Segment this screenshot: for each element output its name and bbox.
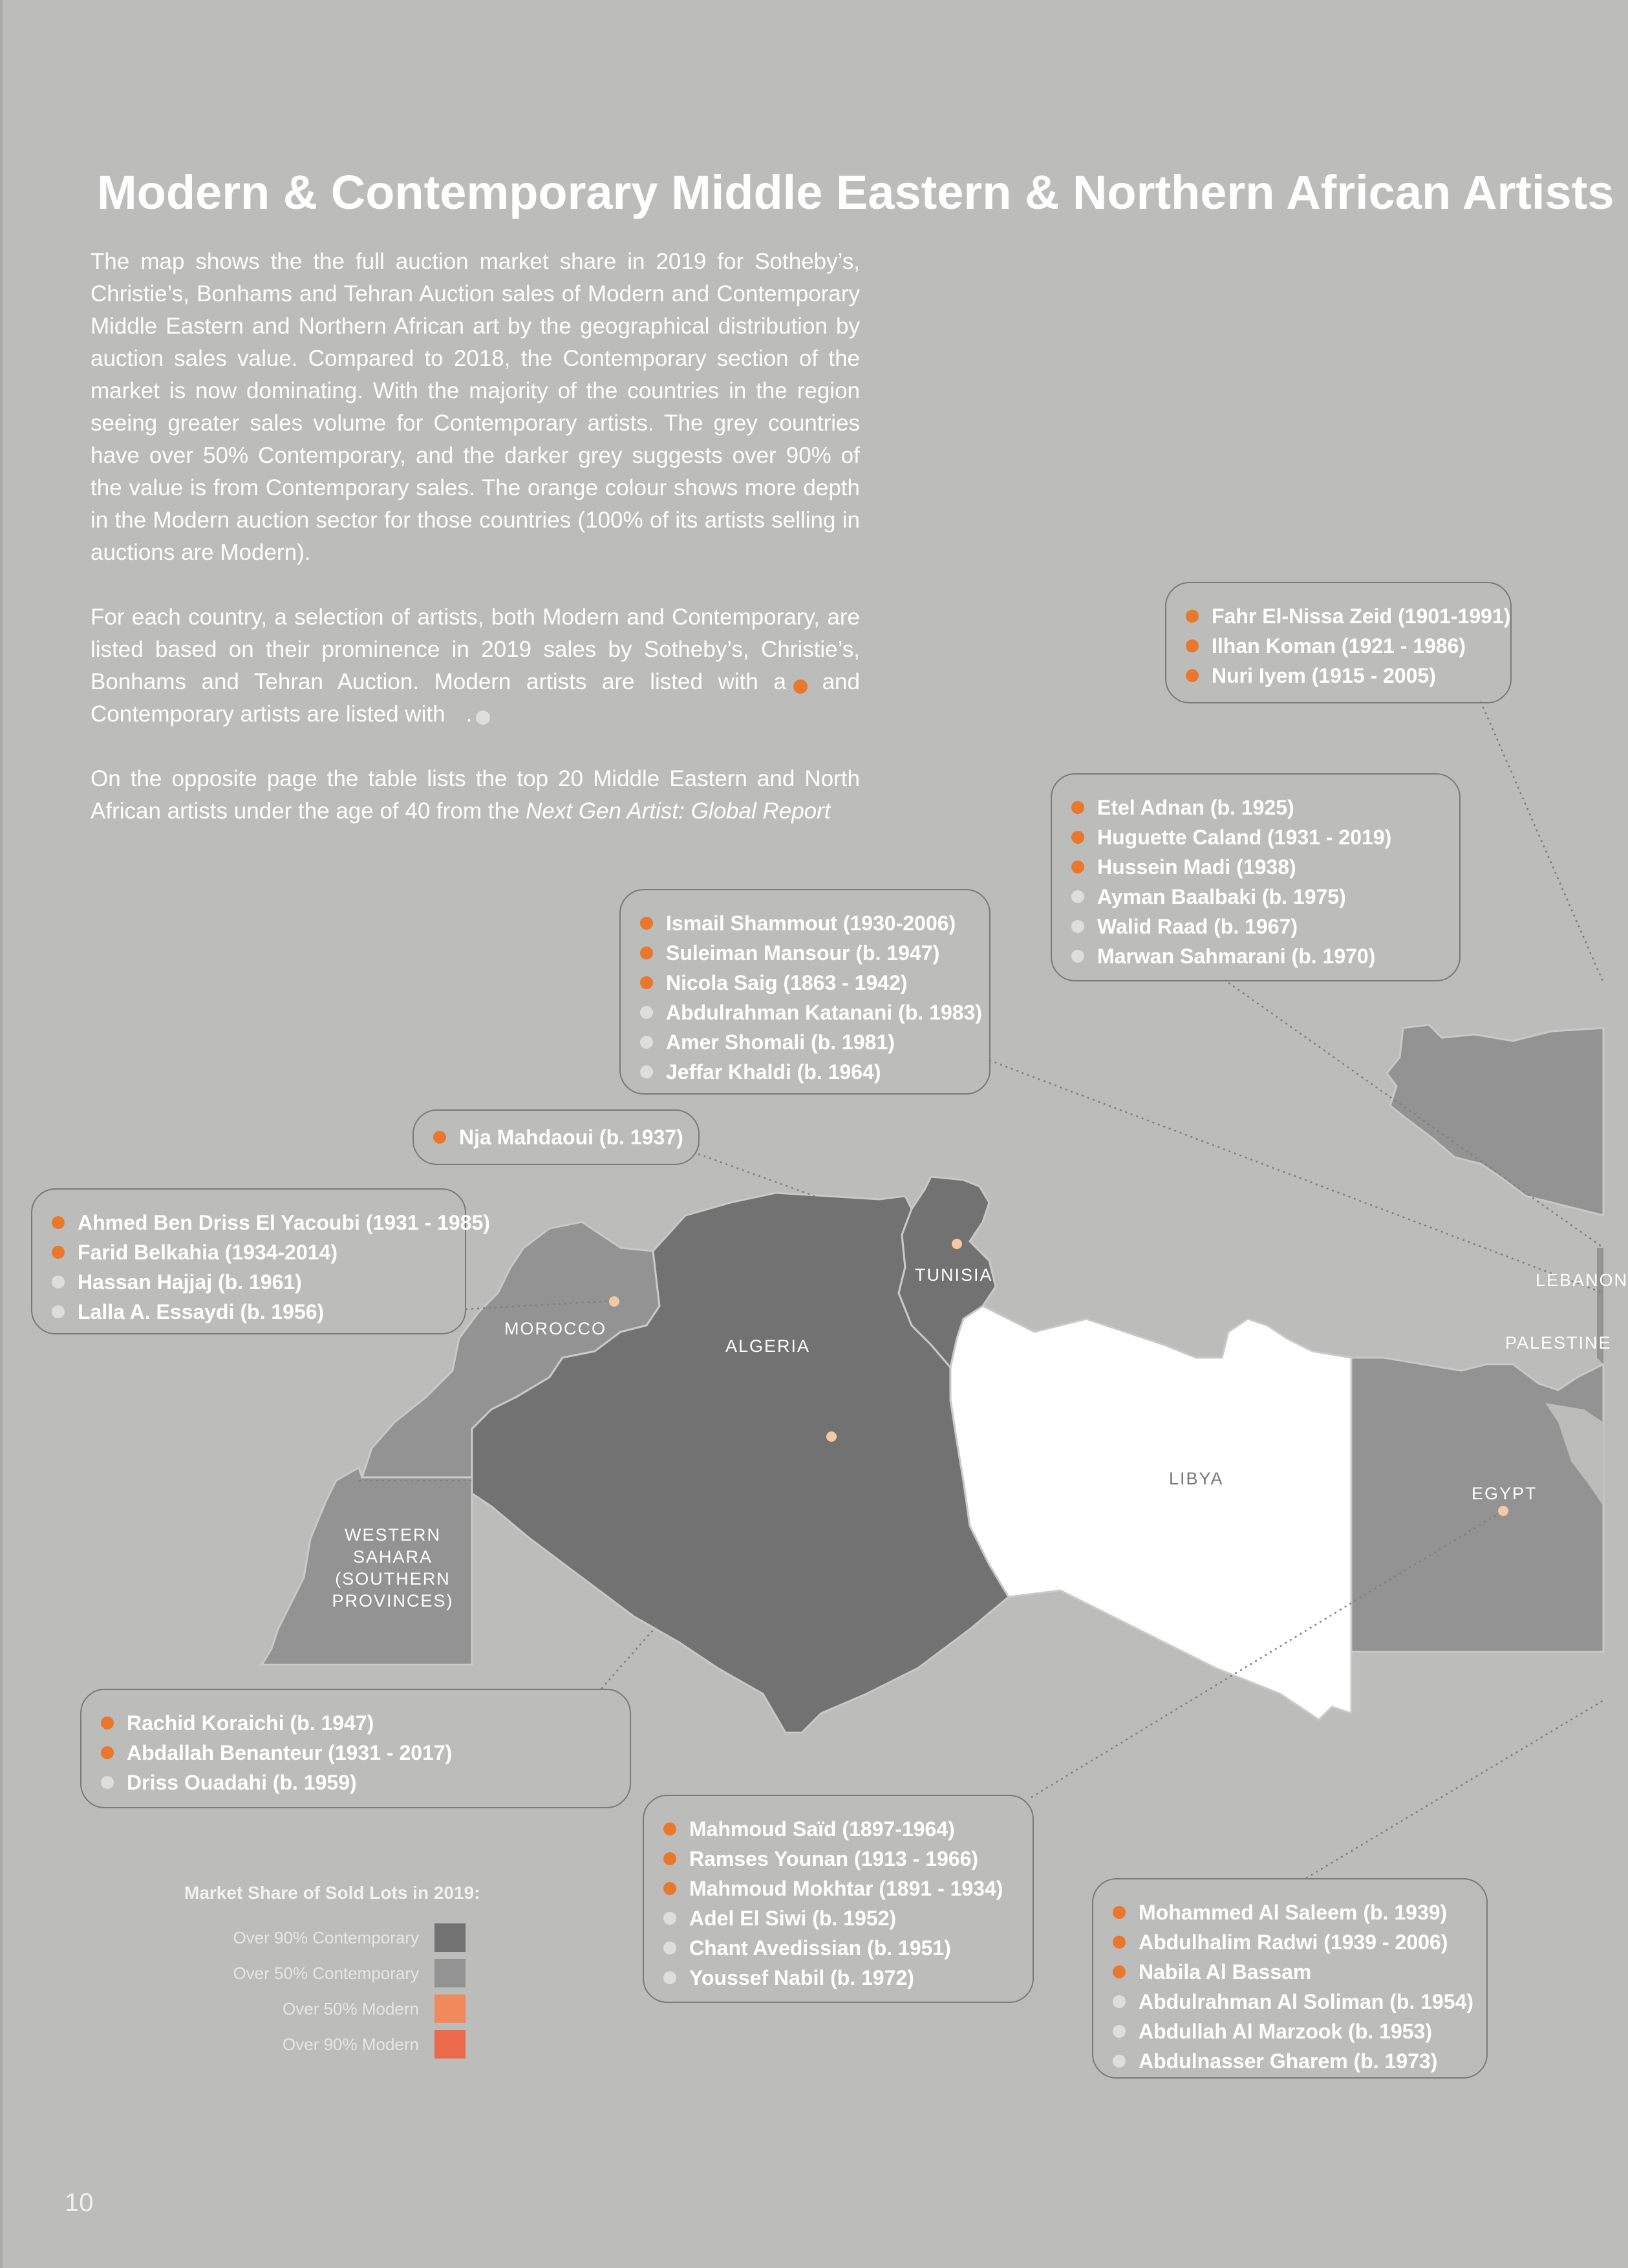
artist-name: Fahr El-Nissa Zeid (1901-1991) — [1212, 604, 1511, 628]
artist-name: Abdulrahman Katanani (b. 1983) — [666, 1001, 982, 1024]
artist-item — [52, 1297, 445, 1327]
artist-name: Hussein Madi (1938) — [1097, 855, 1296, 879]
artist-name: Abdulnasser Gharem (b. 1973) — [1139, 2049, 1438, 2073]
artist-name: Adel El Siwi (b. 1952) — [689, 1907, 897, 1930]
label-tunisia: TUNISIA — [915, 1265, 993, 1285]
legend-title: Market Share of Sold Lots in 2019: — [184, 1883, 480, 1903]
legend-swatch — [434, 1959, 466, 1987]
modern-dot-icon — [663, 1852, 676, 1865]
artist-name: Nja Mahdaoui (b. 1937) — [459, 1126, 683, 1149]
artist-name: Ayman Baalbaki (b. 1975) — [1097, 885, 1346, 908]
contemporary-dot-icon — [640, 1006, 653, 1019]
artist-item — [1186, 631, 1491, 661]
page-title: Modern & Contemporary Middle Eastern & Northern African Artists — [97, 166, 1614, 219]
artist-name: Abdulrahman Al Soliman (b. 1954) — [1139, 1990, 1474, 2013]
modern-dot-icon — [663, 1823, 676, 1835]
label-palestine: PALESTINE — [1505, 1333, 1612, 1353]
artist-item — [1186, 601, 1511, 631]
artist-item — [1113, 1987, 1474, 2017]
artist-item — [640, 1027, 970, 1057]
leader-saudi — [1306, 1700, 1603, 1878]
artist-name: Hassan Hajjaj (b. 1961) — [78, 1270, 302, 1294]
artist-name: Walid Raad (b. 1967) — [1097, 915, 1298, 938]
label-lebanon: LEBANON — [1536, 1270, 1628, 1290]
modern-dot-icon — [52, 1246, 65, 1259]
contemporary-dot-icon — [640, 1065, 653, 1078]
legend-item: Over 90% Contemporary — [194, 1923, 466, 1952]
artist-item — [433, 1122, 683, 1152]
artist-name: Nabila Al Bassam — [1139, 1960, 1312, 1984]
artist-item — [663, 1903, 1013, 1933]
artist-name: Driss Ouadahi (b. 1959) — [127, 1771, 357, 1794]
capital-algeria — [826, 1431, 837, 1442]
artist-item — [52, 1208, 490, 1237]
artist-name: Ramses Younan (1913 - 1966) — [689, 1847, 979, 1870]
artist-name: Mahmoud Saïd (1897-1964) — [689, 1817, 955, 1841]
modern-dot-icon — [1113, 1965, 1126, 1978]
country-libya — [950, 1306, 1351, 1720]
artist-name: Mohammed Al Saleem (b. 1939) — [1139, 1901, 1448, 1924]
artist-name: Jeffar Khaldi (b. 1964) — [666, 1060, 881, 1084]
contemporary-dot-icon — [640, 1036, 653, 1049]
artist-item — [640, 908, 970, 938]
artist-item — [1071, 941, 1440, 971]
artist-item — [663, 1933, 1013, 1963]
modern-dot-icon — [433, 1131, 446, 1144]
artist-box-tunisia — [412, 1109, 700, 1165]
modern-dot-icon — [1186, 639, 1199, 652]
contemporary-dot-icon — [1113, 1995, 1126, 2008]
artist-item — [640, 1057, 970, 1087]
leader-turkey — [1481, 701, 1603, 983]
artist-item — [640, 938, 970, 968]
contemporary-dot-icon — [52, 1276, 65, 1289]
artist-item — [1071, 852, 1440, 882]
contemporary-dot-icon — [1071, 890, 1084, 903]
artist-item — [640, 998, 982, 1027]
modern-dot-icon — [790, 677, 803, 690]
modern-dot-icon — [640, 947, 653, 959]
artist-box-turkey — [1165, 582, 1512, 703]
artist-name: Huguette Caland (1931 - 2019) — [1097, 826, 1392, 849]
artist-name: Amer Shomali (b. 1981) — [666, 1031, 895, 1054]
artist-box-saudi — [1092, 1878, 1488, 2079]
label-algeria: ALGERIA — [725, 1336, 811, 1356]
modern-dot-icon — [101, 1717, 114, 1729]
legend-swatch — [434, 1995, 466, 2023]
modern-dot-icon — [1113, 1906, 1126, 1919]
artist-item — [663, 1963, 1013, 1993]
contemporary-dot-icon — [1113, 2025, 1126, 2038]
artist-item — [101, 1768, 610, 1797]
artist-name: Chant Avedissian (b. 1951) — [689, 1936, 951, 1960]
artist-name: Abdulhalim Radwi (1939 - 2006) — [1139, 1931, 1448, 1954]
artist-name: Marwan Sahmarani (b. 1970) — [1097, 945, 1376, 968]
intro-paragraph-3: On the opposite page the table lists the top 20 Middle Eastern and North African artists under the age of 40 from the Next Gen Artist: Global Report — [91, 766, 860, 824]
artist-item — [1186, 661, 1491, 690]
modern-dot-icon — [640, 917, 653, 930]
label-morocco: MOROCCO — [504, 1319, 606, 1338]
contemporary-dot-icon — [1113, 2055, 1126, 2068]
modern-dot-icon — [1071, 861, 1084, 873]
contemporary-dot-icon — [449, 709, 462, 722]
artist-name: Nicola Saig (1863 - 1942) — [666, 971, 908, 994]
capital-egypt — [1498, 1506, 1508, 1516]
artist-item — [1071, 882, 1440, 912]
intro-paragraph-2: For each country, a selection of artists, both Modern and Contemporary, are listed based on their prominence in 2019 sales by Sotheby’s, Christie’s, Bonhams and Tehran Auction. Modern artists are listed with a and Contemporary artists are listed with . — [91, 604, 860, 727]
legend-swatch — [434, 1923, 466, 1952]
country-turkey — [1387, 1025, 1603, 1215]
artist-item — [1113, 1927, 1467, 1957]
contemporary-dot-icon — [1071, 950, 1084, 963]
label-egypt: EGYPT — [1472, 1484, 1537, 1503]
contemporary-dot-icon — [101, 1776, 114, 1789]
modern-dot-icon — [1071, 801, 1084, 814]
capital-morocco — [609, 1296, 619, 1307]
artist-item — [663, 1844, 1013, 1874]
artist-item — [663, 1814, 1013, 1844]
intro-text — [91, 246, 860, 860]
modern-dot-icon — [101, 1746, 114, 1759]
artist-name: Youssef Nabil (b. 1972) — [689, 1966, 914, 1989]
artist-name: Abdallah Benanteur (1931 - 2017) — [127, 1741, 453, 1764]
capital-tunisia — [952, 1239, 962, 1249]
legend-swatch — [434, 2030, 466, 2059]
modern-dot-icon — [1071, 831, 1084, 844]
contemporary-dot-icon — [663, 1912, 676, 1925]
contemporary-dot-icon — [1071, 920, 1084, 933]
label-western-sahara: WESTERN SAHARA (SOUTHERN PROVINCES) — [332, 1525, 454, 1610]
leader-algeria — [601, 1623, 659, 1689]
artist-item — [663, 1874, 1013, 1903]
modern-dot-icon — [1113, 1936, 1126, 1949]
contemporary-dot-icon — [663, 1971, 676, 1984]
modern-dot-icon — [663, 1882, 676, 1895]
artist-item — [640, 968, 970, 998]
artist-box-palestine — [619, 889, 991, 1095]
artist-name: Ahmed Ben Driss El Yacoubi (1931 - 1985) — [78, 1211, 490, 1234]
artist-name: Etel Adnan (b. 1925) — [1097, 796, 1294, 819]
leader-tunisia — [698, 1154, 815, 1196]
artist-item — [101, 1738, 610, 1768]
artist-name: Abdullah Al Marzook (b. 1953) — [1139, 2020, 1432, 2043]
artist-item — [1113, 1898, 1467, 1927]
label-libya: LIBYA — [1169, 1469, 1224, 1488]
artist-item — [1071, 912, 1440, 941]
modern-dot-icon — [52, 1216, 65, 1229]
modern-dot-icon — [1186, 669, 1199, 682]
artist-item — [101, 1708, 610, 1738]
artist-item — [1071, 822, 1440, 852]
intro-paragraph-1: The map shows the the full auction market share in 2019 for Sotheby’s, Christie’s, Bonhams and Tehran Auction sales of Modern and Contemporary Middle Eastern and Northern African art by the geographical distribution by auction sales value. Compared to 2018, the Contemporary section of the market is now dominating. With the majority of the countries in the region seeing greater sales volume for Contemporary artists. The grey countries have over 50% Contemporary, and the darker grey suggests over 90% of the value is from Contemporary sales. The orange colour shows more depth in the Modern auction sector for those countries (100% of its artists selling in auctions are Modern). — [91, 249, 860, 565]
artist-box-lebanon — [1051, 773, 1461, 981]
artist-name: Farid Belkahia (1934-2014) — [78, 1241, 337, 1264]
artist-item — [52, 1267, 445, 1297]
artist-name: Ilhan Koman (1921 - 1986) — [1212, 634, 1466, 658]
artist-box-egypt — [643, 1795, 1034, 2003]
artist-name: Lalla A. Essaydi (b. 1956) — [78, 1300, 325, 1323]
legend-item: Over 50% Contemporary — [194, 1958, 466, 1988]
legend-item: Over 90% Modern — [194, 2029, 466, 2059]
artist-name: Suleiman Mansour (b. 1947) — [666, 941, 940, 965]
artist-box-morocco — [31, 1188, 490, 1334]
artist-name: Nuri Iyem (1915 - 2005) — [1212, 664, 1436, 687]
artist-item — [1113, 2017, 1467, 2046]
artist-name: Ismail Shammout (1930-2006) — [666, 912, 956, 935]
modern-dot-icon — [640, 976, 653, 989]
legend-item: Over 50% Modern — [194, 1994, 466, 2024]
artist-item — [52, 1237, 445, 1267]
artist-item — [1071, 793, 1440, 822]
contemporary-dot-icon — [52, 1305, 65, 1318]
artist-box-algeria — [80, 1689, 631, 1808]
modern-dot-icon — [1186, 610, 1199, 623]
artist-name: Rachid Koraichi (b. 1947) — [127, 1711, 374, 1735]
artist-name: Mahmoud Mokhtar (1891 - 1934) — [689, 1877, 1003, 1900]
artist-item — [1113, 1957, 1467, 1987]
contemporary-dot-icon — [663, 1942, 676, 1954]
page-number: 10 — [65, 2188, 94, 2217]
country-egypt — [1351, 1358, 1603, 1652]
artist-item — [1113, 2046, 1467, 2076]
